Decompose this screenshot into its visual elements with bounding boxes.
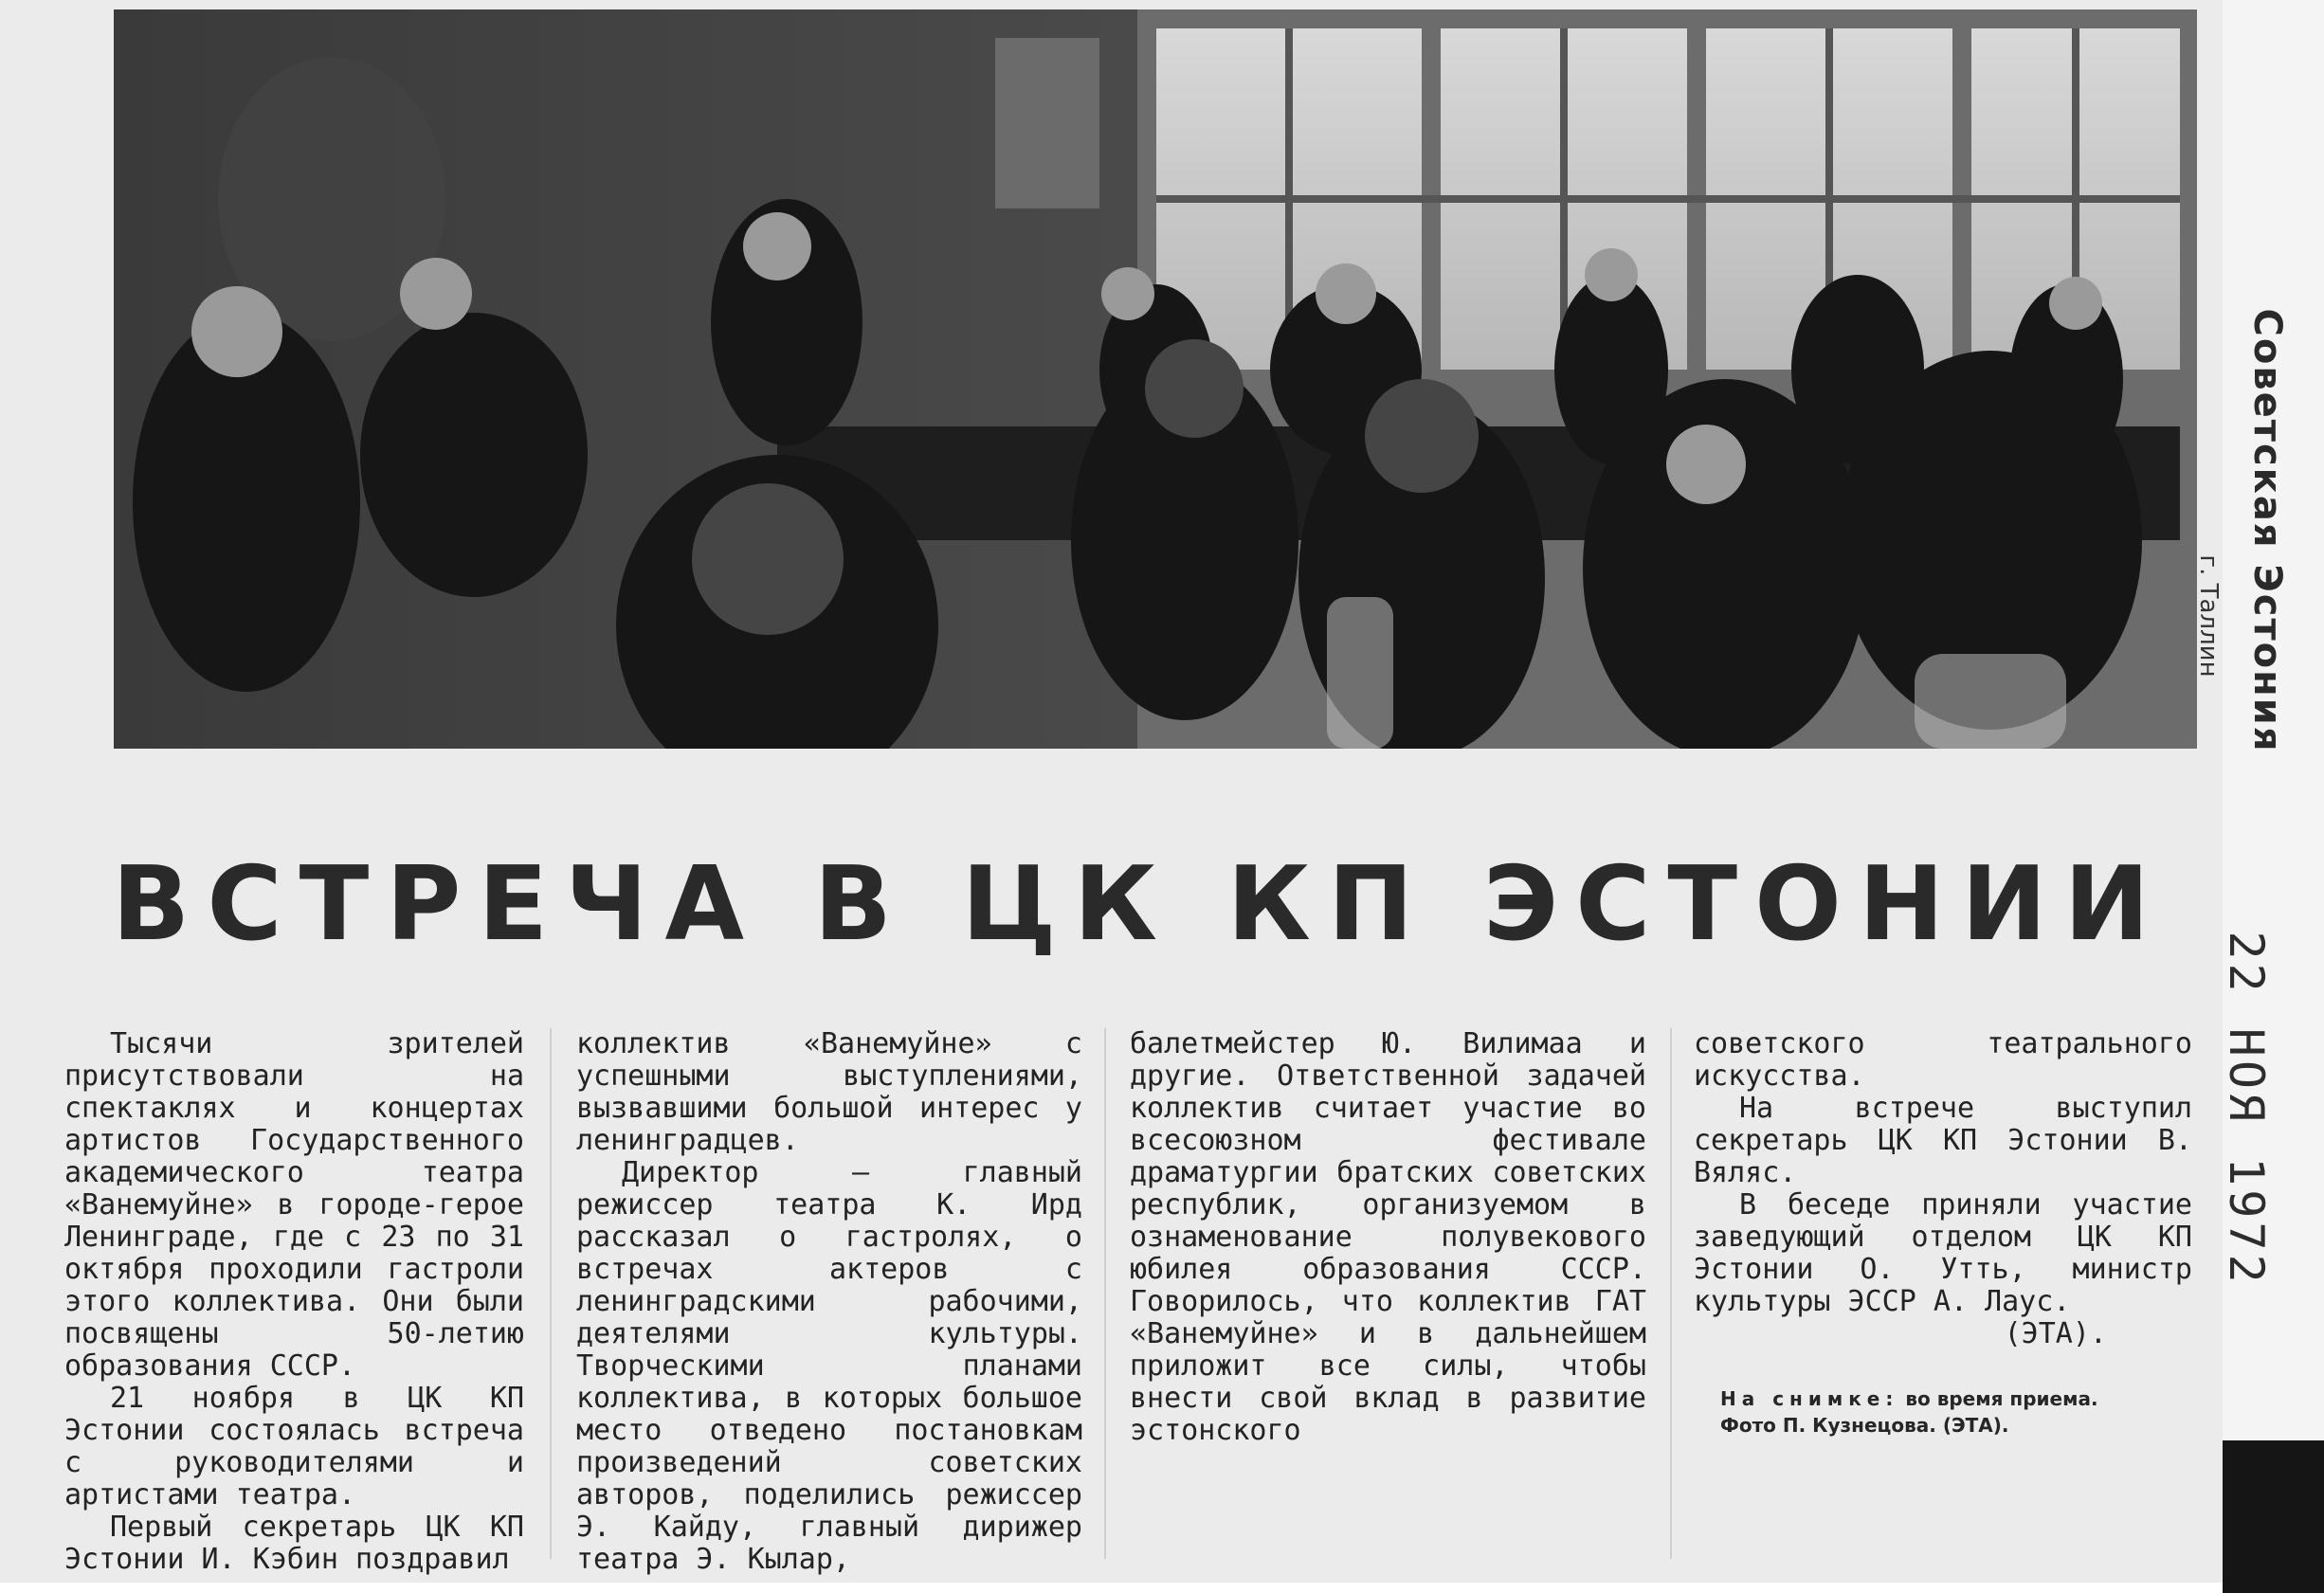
paragraph: 21 ноября в ЦК КП Эстонии состоялась встреча с руководителями и артистами театра. (64, 1382, 524, 1512)
article-headline: ВСТРЕЧА В ЦК КП ЭСТОНИИ (112, 845, 2168, 964)
photo-caption (1720, 1385, 2194, 1439)
paragraph: В беседе приняли участие заведующий отделом ЦК КП Эстонии О. Утть, министр культуры ЭССР А. Лаус. (1694, 1188, 2192, 1318)
caption-text: во время приема. (1905, 1387, 2098, 1410)
date-stamp (2208, 910, 2284, 1308)
stamp-outlet-name: Советская Эстония (2245, 308, 2289, 753)
scan-margin (2223, 0, 2324, 1593)
newspaper-stamp (2239, 284, 2296, 777)
stamp-city: г. Таллин (2194, 554, 2223, 678)
article-column-1 (64, 1027, 524, 1576)
source-tag: (ЭТА). (2004, 1317, 2107, 1350)
column-divider (1104, 1028, 1106, 1559)
paragraph: советского театрального искусства. (1694, 1027, 2192, 1093)
paragraph: Тысячи зрителей присутствовали на спектаклях и концертах артистов Государственного академического театра «Ванемуйне» в городе-герое Ленинграде, где с 23 по 31 октября проходили гастроли этого коллектива. Они были посвящены 50-летию образования СССР. (64, 1027, 524, 1383)
caption-label: На снимке: (1720, 1387, 1899, 1410)
photo-credit: Фото П. Кузнецова. (ЭТА). (1720, 1414, 2009, 1437)
article-column-3 (1130, 1028, 1646, 1559)
column-divider (1670, 1028, 1672, 1559)
meeting-photo (114, 9, 2197, 749)
paragraph: На встрече выступил секретарь ЦК КП Эстонии В. Вяляс. (1694, 1092, 2192, 1189)
column-divider (550, 1028, 552, 1559)
paragraph: Первый секретарь ЦК КП Эстонии И. Кэбин поздравил (64, 1511, 524, 1576)
paragraph: балетмейстер Ю. Вилимаа и другие. Ответственной задачей коллектив считает участие во всесоюзном фестивале драматургии братских советских республик, организуемом в ознаменование полувекового юбилея образования СССР. Говорилось, что коллектив ГАТ «Ванемуйне» и в дальнейшем приложит все силы, чтобы внести свой вклад в развитие эстонского (1130, 1027, 1646, 1447)
article-column-4 (1694, 1028, 2192, 1559)
paragraph: коллектив «Ванемуйне» с успешными выступлениями, вызвавшими большой интерес у ленинградцев. (576, 1027, 1082, 1157)
article-column-2 (576, 1027, 1082, 1576)
paragraph: Директор — главный режиссер театра К. Ирд рассказал о гастролях, о встречах актеров с ленинградскими рабочими, деятелями культуры. Творческими планами коллектива, в которых большое место отведено постановкам произведений советских авторов, поделились режиссер Э. Кайду, главный дирижер театра Э. Кылар, (576, 1156, 1082, 1576)
stamp-city-block (2180, 531, 2237, 701)
stamp-date: 22 НОЯ 1972 (2219, 931, 2274, 1287)
